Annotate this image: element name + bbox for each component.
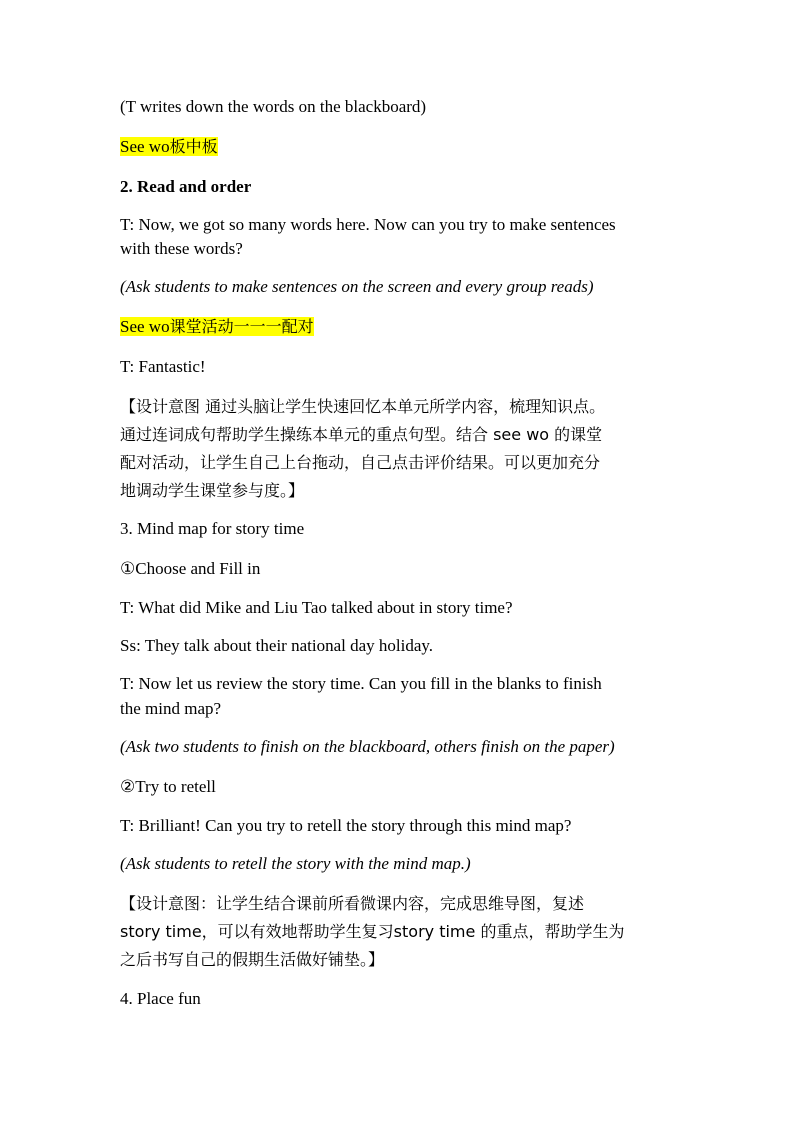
seewo-board-note: [120, 135, 680, 159]
instruction-make-sentences: (Ask students to make sentences on the screen and every group reads): [120, 277, 594, 296]
instruction-retell-story: (Ask students to retell the story with the mind map.): [120, 854, 471, 873]
text-line-review-story: T: Now let us review the story time. Can you fill in the blanks to finish: [120, 674, 602, 693]
highlight-activity-label: 课堂活动一一一配对: [169, 317, 314, 336]
text-line-fantastic: T: Fantastic!: [120, 357, 206, 376]
design-intent-line: 之后书写自己的假期生活做好铺垫。】: [120, 950, 385, 969]
text-line-teacher-writes: (T writes down the words on the blackboard): [120, 97, 427, 116]
design-intent-block-1: [120, 393, 680, 505]
design-intent-line: story time，可以有效地帮助学生复习story time 的重点，帮助学生为: [120, 922, 625, 941]
text-line-what-did-mike: T: What did Mike and Liu Tao talked about in story time?: [120, 598, 513, 617]
step-choose-and-fill: ①Choose and Fill in: [120, 559, 261, 578]
instruction-two-students: (Ask two students to finish on the blackboard, others finish on the paper): [120, 737, 615, 756]
section-heading-mind-map: 3. Mind map for story time: [120, 519, 305, 538]
text-line-with-these-words: with these words?: [120, 239, 243, 258]
text-line-the-mind-map: the mind map?: [120, 699, 222, 718]
highlight-seewo: See wo: [120, 137, 170, 156]
design-intent-line: 配对活动，让学生自己上台拖动，自己点击评价结果。可以更加充分: [120, 453, 601, 472]
design-intent-line: 地调动学生课堂参与度。】: [120, 481, 305, 500]
text-line-ss-they-talk: Ss: They talk about their national day holiday.: [120, 636, 434, 655]
design-intent-line: 【设计意图：让学生结合课前所看微课内容，完成思维导图，复述: [120, 894, 585, 913]
section-heading-place-fun: 4. Place fun: [120, 989, 201, 1008]
text-line-brilliant: T: Brilliant! Can you try to retell the story through this mind map?: [120, 816, 572, 835]
design-intent-block-2: [120, 890, 680, 974]
design-intent-line: 【设计意图 通过头脑让学生快速回忆本单元所学内容，梳理知识点。: [120, 397, 606, 416]
design-intent-line: 通过连词成句帮助学生操练本单元的重点句型。结合 see wo 的课堂: [120, 425, 603, 444]
highlight-seewo: See wo: [120, 317, 170, 336]
text-line-now-we-got: T: Now, we got so many words here. Now can you try to make sentences: [120, 215, 616, 234]
step-try-to-retell: ②Try to retell: [120, 777, 216, 796]
highlight-board-label: 板中板: [169, 137, 218, 156]
seewo-activity-note: [120, 315, 680, 339]
section-heading-read-and-order: 2. Read and order: [120, 177, 252, 196]
